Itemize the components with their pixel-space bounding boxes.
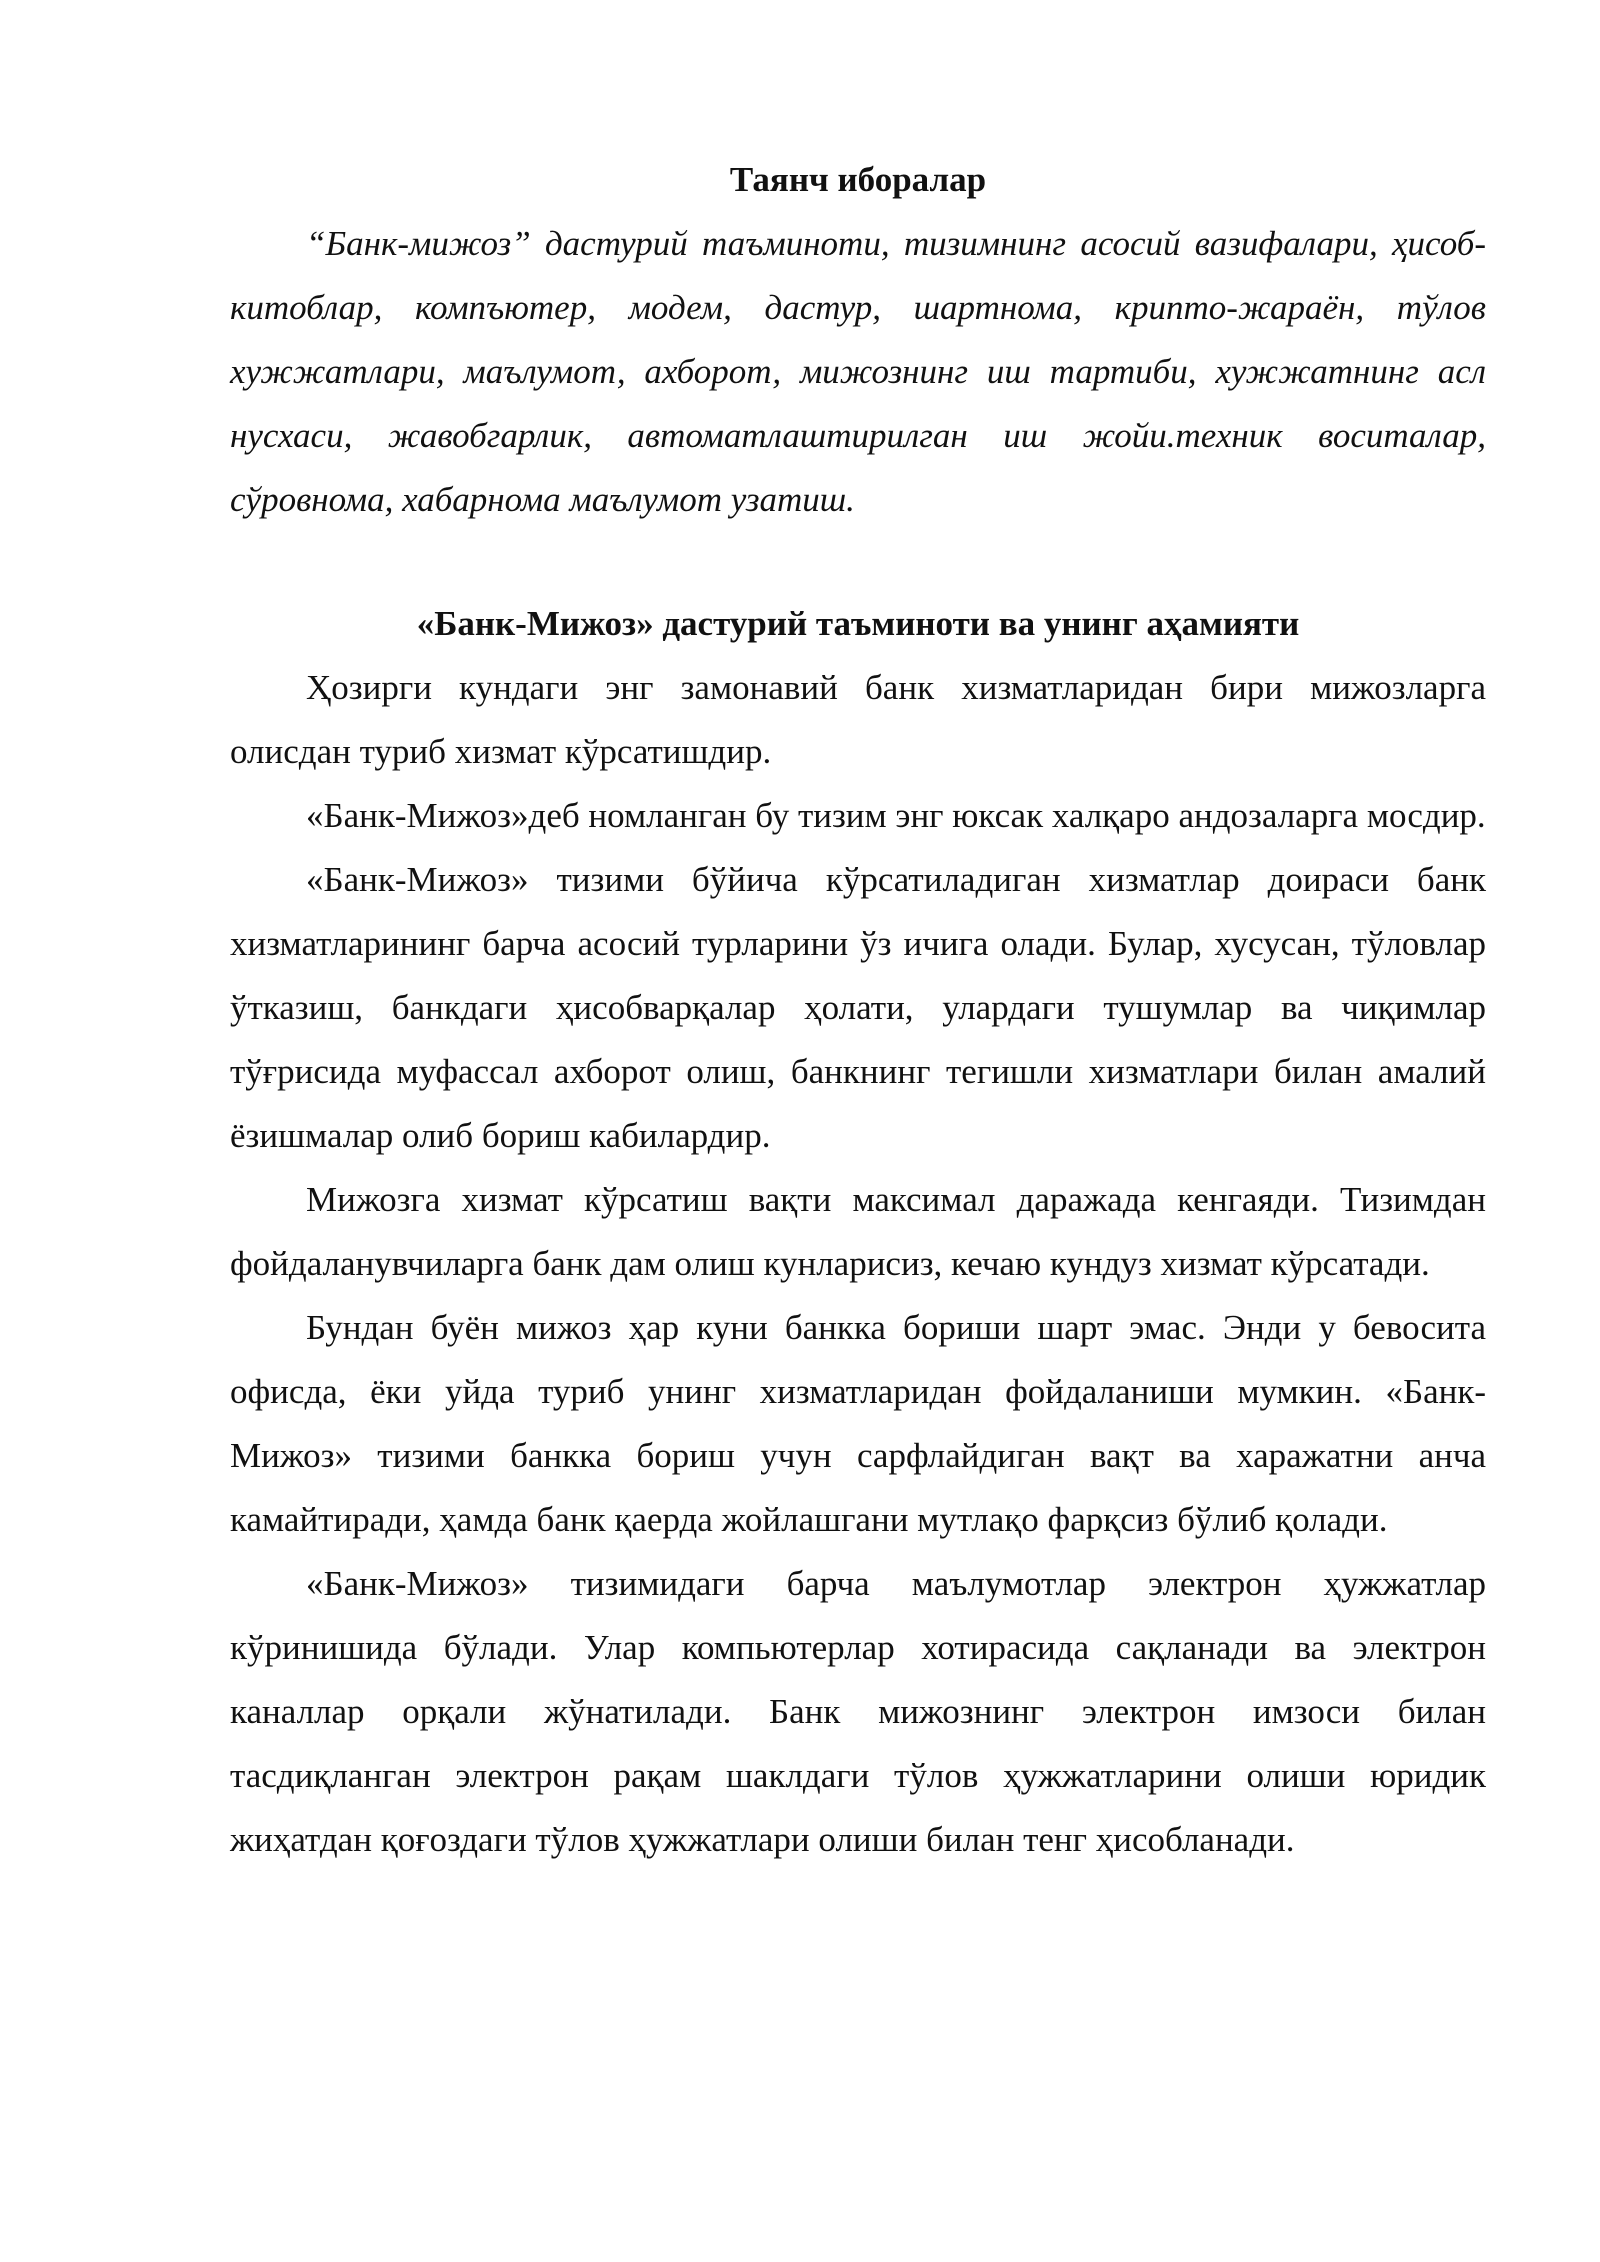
section-spacer (230, 532, 1486, 592)
keywords-text: “Банк-мижоз” дастурий таъминоти, тизимнинг асосий вазифалари, ҳисоб-китоблар, компъютер, модем, дастур, шартнома, крипто-жараён, тўлов хужжатлари, маълумот, ахборот, мижознинг иш тартиби, хужжатнинг асл нусхаси, жавобгарлик, автоматлаштирилган иш жойи.техник воситалар, сўровнома, хабарнома маълумот узатиш. (230, 224, 1486, 519)
paragraph: Ҳозирги кундаги энг замонавий банк хизматларидан бири мижозларга олисдан туриб хизмат кўрсатишдир. (230, 668, 1486, 771)
paragraph: Мижозга хизмат кўрсатиш вақти максимал даражада кенгаяди. Тизимдан фойдаланувчиларга банк дам олиш кунларисиз, кечаю кундуз хизмат кўрсатади. (230, 1180, 1486, 1283)
document-page (230, 148, 1486, 1872)
paragraph: «Банк-Мижоз» тизими бўйича кўрсатиладиган хизматлар доираси банк хизматларининг барча асосий турларини ўз ичига олади. Булар, хусусан, тўловлар ўтказиш, банкдаги ҳисобварқалар ҳолати, улардаги тушумлар ва чиқимлар тўғрисида муфассал ахборот олиш, банкнинг тегишли хизматлари билан амалий ёзишмалар олиб бориш кабилардир. (230, 860, 1486, 1155)
keywords-heading: Таянч иборалар (729, 160, 987, 199)
section-title: «Банк-Мижоз» дастурий таъминоти ва унинг аҳамияти (416, 604, 1300, 643)
paragraph: «Банк-Мижоз»деб номланган бу тизим энг юксак халқаро андозаларга мосдир. (306, 796, 1486, 835)
paragraph: Бундан буён мижоз ҳар куни банкка бориши шарт эмас. Энди у бевосита офисда, ёки уйда туриб унинг хизматларидан фойдаланиши мумкин. «Банк-Мижоз» тизими банкка бориш учун сарфлайдиган вақт ва харажатни анча камайтиради, ҳамда банк қаерда жойлашгани мутлақо фарқсиз бўлиб қолади. (230, 1308, 1486, 1539)
paragraph: «Банк-Мижоз» тизимидаги барча маълумотлар электрон ҳужжатлар кўринишида бўлади. Улар компьютерлар хотирасида сақланади ва электрон каналлар орқали жўнатилади. Банк мижознинг электрон имзоси билан тасдиқланган электрон рақам шаклдаги тўлов ҳужжатларини олиши юридик жиҳатдан қоғоздаги тўлов ҳужжатлари олиши билан тенг ҳисобланади. (230, 1564, 1486, 1859)
